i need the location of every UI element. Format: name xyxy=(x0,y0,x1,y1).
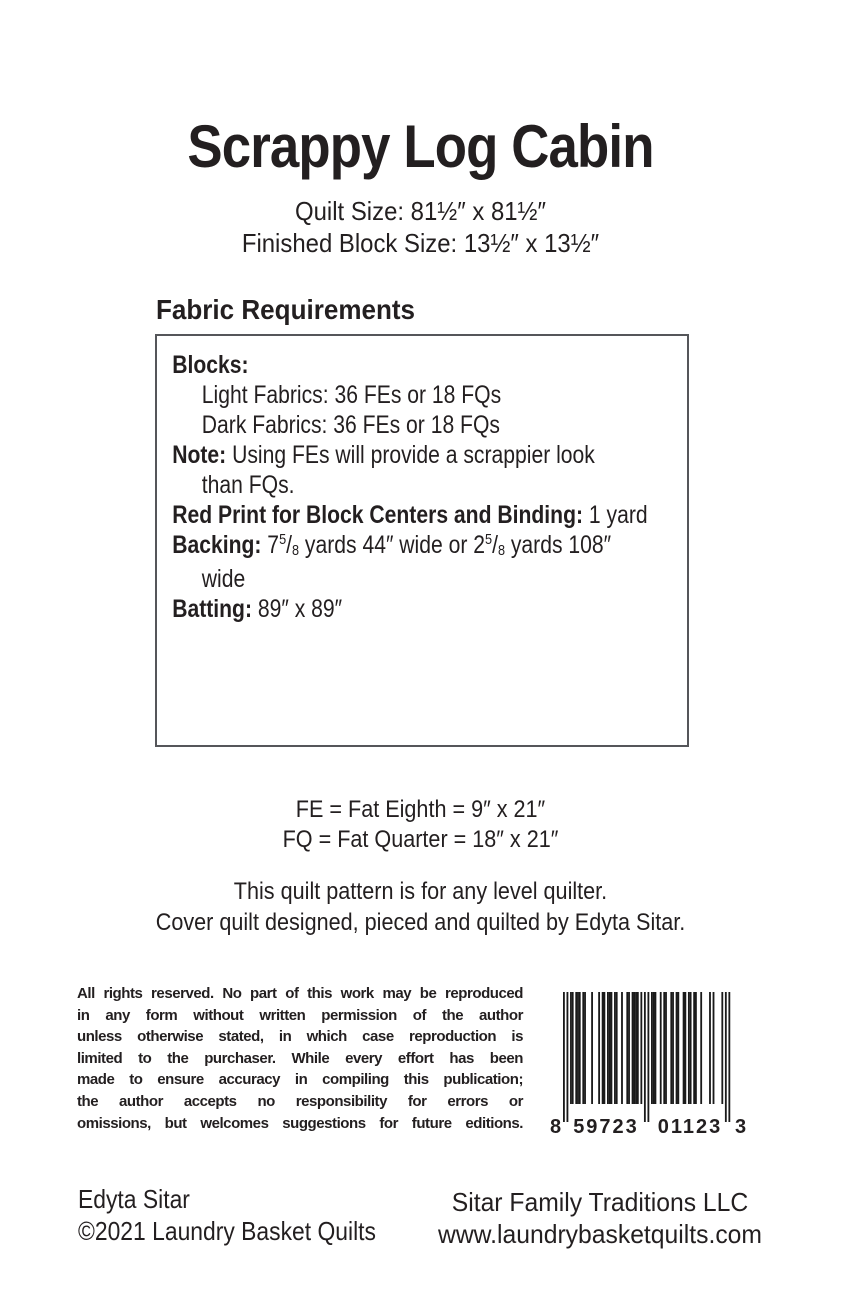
company-name: Sitar Family Traditions LLC xyxy=(451,1187,749,1217)
website-url: www.laundrybasketquilts.com xyxy=(437,1219,762,1249)
light-fabrics-line: Light Fabrics: 36 FEs or 18 FQs xyxy=(201,381,502,409)
backing-line: Backing: $7^5/_8$ yards 44″ wide or $2^5/_8$ yards 108″ wide xyxy=(172,531,612,593)
size-subtitle xyxy=(34,195,808,259)
abbreviation-key xyxy=(42,795,799,855)
rights-line: in any form without written permission of the author xyxy=(77,1006,523,1024)
author-name: Edyta Sitar xyxy=(78,1184,190,1214)
red-print-line: Red Print for Block Centers and Binding: 1 yard xyxy=(172,501,648,529)
barcode-digit-group2: 01123 xyxy=(657,1116,723,1138)
quilt-size-line: Quilt Size: 81½″ x 81½″ xyxy=(295,196,546,226)
pattern-title: Scrappy Log Cabin xyxy=(187,113,654,180)
dark-fabrics-line: Dark Fabrics: 36 FEs or 18 FQs xyxy=(201,411,500,439)
upc-barcode xyxy=(550,992,750,1136)
barcode-bars xyxy=(550,992,750,1124)
skill-level-line: This quilt pattern is for any level quilter. xyxy=(233,878,608,905)
fabric-requirements-heading: Fabric Requirements xyxy=(156,294,416,325)
barcode-digit-group1: 59723 xyxy=(573,1116,639,1138)
publisher-credit-block xyxy=(434,1186,767,1250)
author-credit-block xyxy=(78,1183,376,1247)
rights-line: limited to the purchaser. While every effort has been xyxy=(77,1049,523,1067)
copyright-line: ©2021 Laundry Basket Quilts xyxy=(78,1216,376,1246)
rights-line: the author accepts no responsibility for errors or xyxy=(77,1092,523,1110)
rights-notice xyxy=(77,983,523,1134)
rights-line: unless otherwise stated, in which case reproduction is xyxy=(77,1028,523,1046)
pattern-description xyxy=(42,876,799,938)
batting-line: Batting: 89″ x 89″ xyxy=(172,595,343,623)
barcode-digit-right: 3 xyxy=(735,1116,749,1138)
cover-quilt-credit-line: Cover quilt designed, pieced and quilted by Edyta Sitar. xyxy=(155,909,686,936)
rights-line: All rights reserved. No part of this work may be reproduced xyxy=(77,985,523,1002)
block-size-line: Finished Block Size: 13½″ x 13½″ xyxy=(241,228,600,258)
barcode-digit-left: 8 xyxy=(550,1116,564,1138)
rights-line: made to ensure accuracy in compiling this publication; xyxy=(77,1071,523,1089)
fat-eighth-definition: FE = Fat Eighth = 9″ x 21″ xyxy=(295,796,546,823)
blocks-label: Blocks: xyxy=(172,351,249,379)
fabric-requirements-box xyxy=(155,334,689,747)
backing-fraction-2: $2^5/_8$ xyxy=(473,531,505,559)
fabric-requirements-content xyxy=(157,336,679,624)
fat-quarter-definition: FQ = Fat Quarter = 18″ x 21″ xyxy=(282,826,559,853)
backing-fraction-1: $7^5/_8$ xyxy=(267,531,300,559)
rights-line: omissions, but welcomes suggestions for future editions. xyxy=(77,1114,523,1132)
note-line: Note: Using FEs will provide a scrappier look than FQs. xyxy=(172,441,595,499)
